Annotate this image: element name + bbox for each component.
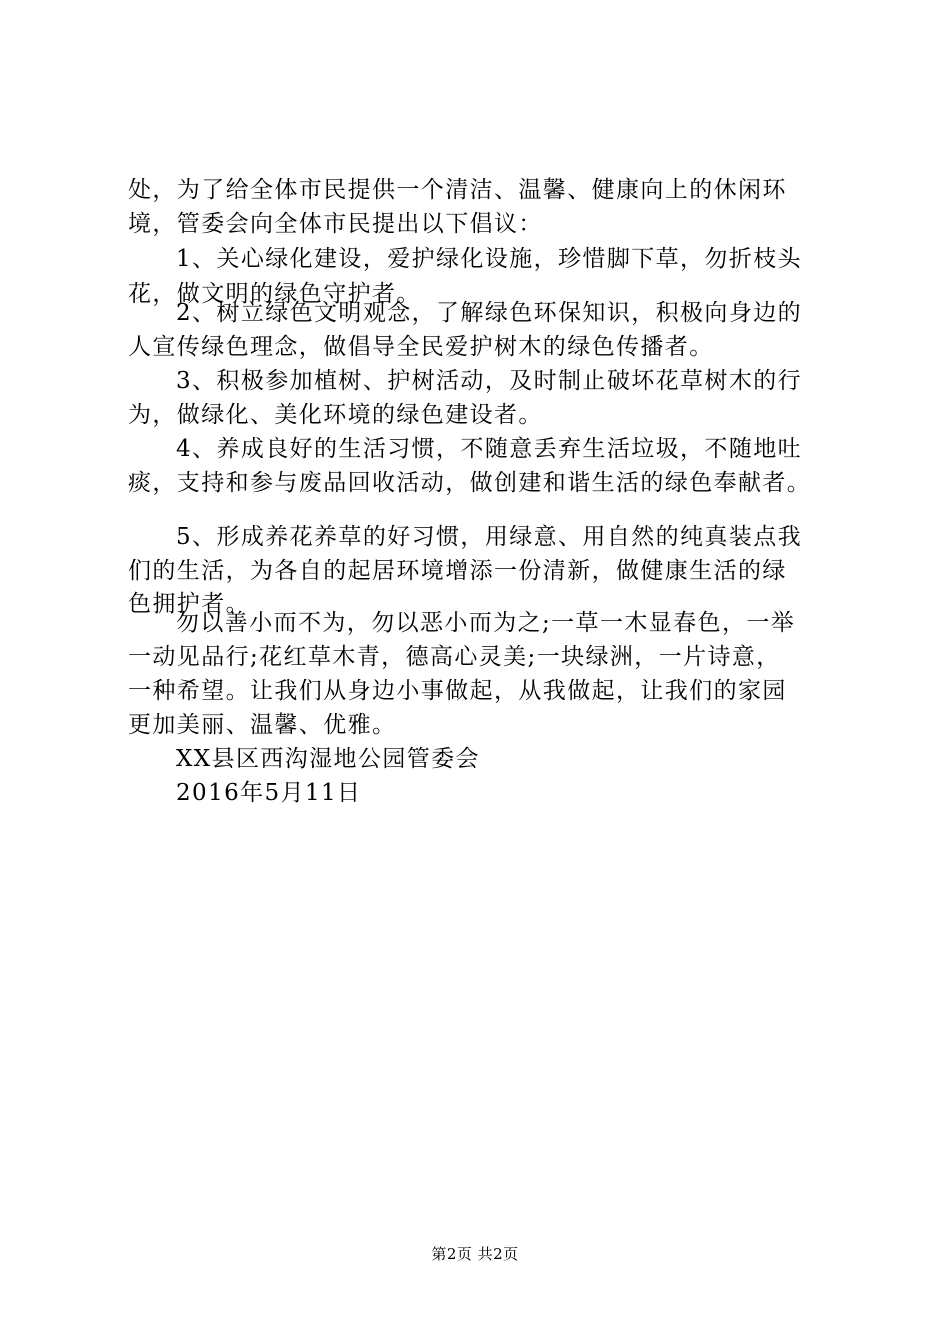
paragraph-line: 2、树立绿色文明观念，了解绿色环保知识，积极向身边的 [176,300,803,326]
paragraph-line: 处，为了给全体市民提供一个清洁、温馨、健康向上的休闲环 [128,177,787,203]
signature-date: 2016年5月11日 [176,780,362,806]
paragraph-line: 为，做绿化、美化环境的绿色建设者。 [128,402,543,428]
paragraph-line: 勿以善小而不为，勿以恶小而为之;一草一木显春色，一举 [176,610,796,636]
signature-organization: XX县区西沟湿地公园管委会 [176,746,480,772]
page-number-footer: 第2页 共2页 [431,1245,519,1263]
paragraph-line: 人宣传绿色理念，做倡导全民爱护树木的绿色传播者。 [128,334,714,360]
paragraph-line: 色拥护者。 [128,591,250,617]
paragraph-line: 一种希望。让我们从身边小事做起，从我做起，让我们的家园 [128,678,787,704]
paragraph-line: 3、积极参加植树、护树活动，及时制止破坏花草树木的行 [176,368,803,394]
paragraph-line: 花，做文明的绿色守护者。 [128,281,421,307]
paragraph-line: 5、形成养花养草的好习惯，用绿意、用自然的纯真装点我 [176,524,803,550]
paragraph-line: 更加美丽、温馨、优雅。 [128,712,397,738]
paragraph-line: 1、关心绿化建设，爱护绿化设施，珍惜脚下草，勿折枝头 [176,246,803,272]
paragraph-line: 们的生活，为各自的起居环境增添一份清新，做健康生活的绿 [128,558,787,584]
paragraph-line: 痰，支持和参与废品回收活动，做创建和谐生活的绿色奉献者。 [128,470,812,496]
paragraph-line: 4、养成良好的生活习惯，不随意丢弃生活垃圾，不随地吐 [176,436,803,462]
paragraph-line: 一动见品行;花红草木青，德高心灵美;一块绿洲，一片诗意， [128,644,781,670]
paragraph-line: 境，管委会向全体市民提出以下倡议： [128,211,543,237]
